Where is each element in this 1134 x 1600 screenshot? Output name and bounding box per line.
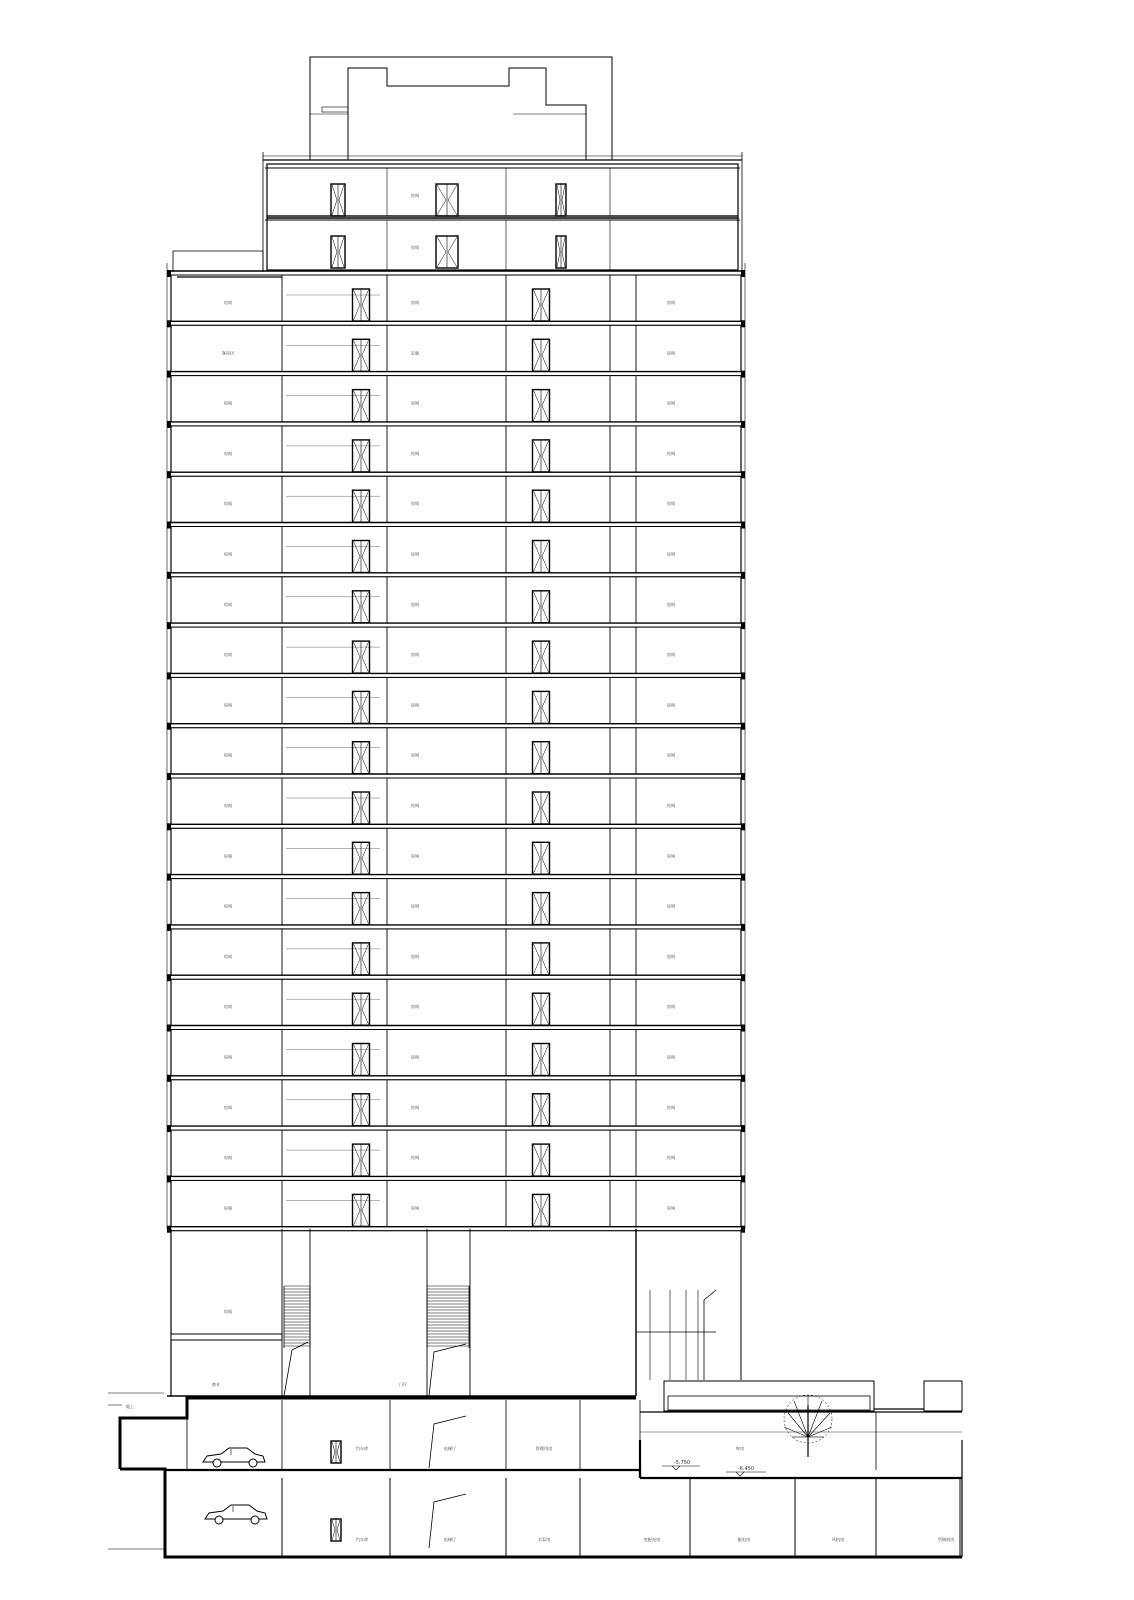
room-label: 空调机房: [937, 1537, 955, 1542]
slab-edge: [167, 471, 171, 478]
room-label: 房间: [223, 551, 233, 557]
slab-edge: [167, 572, 171, 579]
window-swing: [437, 185, 446, 215]
window-swing: [534, 592, 541, 622]
window-swing: [354, 1095, 361, 1125]
window-swing: [534, 894, 541, 924]
slab-edge: [167, 622, 171, 629]
slab-edge: [167, 320, 171, 327]
corridor-label: 房间: [410, 853, 420, 859]
window-swing: [362, 894, 369, 924]
window-swing: [362, 1145, 369, 1175]
slab-edge: [167, 1075, 171, 1082]
slab-edge: [167, 773, 171, 780]
slab-edge: [741, 471, 745, 478]
window-swing: [542, 743, 549, 773]
slab-edge: [167, 924, 171, 931]
window-swing: [354, 743, 361, 773]
room-label: 房间: [666, 1155, 676, 1161]
slab-edge: [741, 874, 745, 881]
window-swing: [339, 237, 344, 267]
room-label: 房间: [223, 1104, 233, 1110]
window-swing: [362, 743, 369, 773]
window-swing: [362, 793, 369, 823]
corridor-label: 房间: [410, 551, 420, 557]
window-swing: [534, 391, 541, 421]
slab-edge: [741, 270, 745, 277]
window-swing: [534, 994, 541, 1024]
window-swing: [534, 340, 541, 370]
window-icon: [353, 742, 370, 774]
window-swing: [362, 692, 369, 722]
window-swing: [437, 237, 446, 267]
tree-icon: [784, 1395, 832, 1457]
room-label: 商业: [211, 1382, 221, 1387]
window-swing: [542, 1145, 549, 1175]
window-icon: [533, 641, 550, 673]
room-label: 房间: [666, 1004, 676, 1010]
window-icon: [533, 893, 550, 925]
window-icon: [331, 184, 345, 216]
window-swing: [337, 1520, 340, 1540]
slab-edge: [741, 1075, 745, 1082]
window-swing: [354, 642, 361, 672]
window-swing: [542, 1045, 549, 1075]
window-swing: [354, 793, 361, 823]
room-label: 房间: [666, 752, 676, 758]
window-swing: [534, 793, 541, 823]
window-swing: [354, 592, 361, 622]
window-swing: [534, 1095, 541, 1125]
window-icon: [353, 1194, 370, 1226]
window-swing: [534, 441, 541, 471]
slab-edge: [741, 823, 745, 830]
stair-icon: [427, 1286, 469, 1348]
window-swing: [332, 185, 337, 215]
window-swing: [534, 542, 541, 572]
window-swing: [362, 1195, 369, 1225]
window-swing: [542, 1095, 549, 1125]
slab-edge: [741, 522, 745, 529]
window-icon: [353, 842, 370, 874]
window-swing: [562, 185, 565, 215]
window-swing: [534, 642, 541, 672]
window-swing: [557, 237, 560, 267]
corridor-label: 房间: [410, 1004, 420, 1010]
window-icon: [533, 1144, 550, 1176]
slab-edge: [167, 421, 171, 428]
window-swing: [362, 491, 369, 521]
slab-edge: [167, 371, 171, 378]
window-swing: [354, 994, 361, 1024]
room-label: 房间: [666, 350, 676, 356]
room-label: 汽车库: [355, 1446, 369, 1451]
window-icon: [353, 1144, 370, 1176]
car-wheel: [251, 1516, 259, 1524]
slab-edge: [741, 1175, 745, 1182]
window-swing: [542, 894, 549, 924]
slab-edge: [741, 320, 745, 327]
window-icon: [353, 541, 370, 573]
room-label: 房间: [223, 1155, 233, 1161]
slab-edge: [167, 1025, 171, 1032]
window-swing: [542, 642, 549, 672]
corridor-label: 房间: [410, 1205, 420, 1211]
window-icon: [556, 184, 566, 216]
window-swing: [362, 994, 369, 1024]
slab-edge: [741, 723, 745, 730]
corridor-label: 房间: [410, 752, 420, 758]
corridor-label: 房间: [410, 1054, 420, 1060]
corridor-label: 房间: [410, 1104, 420, 1110]
room-label: 房间: [223, 652, 233, 658]
room-label: 管理用房: [535, 1446, 553, 1451]
top-floor-outline: [267, 216, 738, 270]
window-icon: [353, 943, 370, 975]
window-icon: [353, 390, 370, 422]
elevation-mark: [736, 1472, 744, 1476]
room-label: 房间: [223, 702, 233, 708]
room-label: 房间: [223, 1309, 233, 1314]
room-label: 房间: [223, 953, 233, 959]
window-icon: [353, 641, 370, 673]
window-swing: [542, 542, 549, 572]
window-swing: [354, 894, 361, 924]
door-swing: [284, 1342, 308, 1396]
slab-edge: [741, 1025, 745, 1032]
window-icon: [533, 591, 550, 623]
basement-outer-wall: [120, 1398, 636, 1469]
slab-edge: [741, 1125, 745, 1132]
window-swing: [534, 1195, 541, 1225]
elevation-mark: [672, 1466, 680, 1470]
window-icon: [353, 993, 370, 1025]
window-icon: [533, 993, 550, 1025]
room-label: 电梯厅: [443, 1537, 457, 1542]
room-label: 房间: [223, 853, 233, 859]
window-icon: [331, 1441, 341, 1463]
window-swing: [542, 793, 549, 823]
window-swing: [534, 692, 541, 722]
basement-outer-wall: [120, 1469, 962, 1557]
window-icon: [533, 943, 550, 975]
corridor-label: 走廊: [410, 350, 420, 356]
slab-edge: [167, 672, 171, 679]
room-label: 房间: [666, 1205, 676, 1211]
room-label: 房间: [223, 1004, 233, 1010]
window-swing: [362, 290, 369, 320]
corridor-label: 房间: [410, 702, 420, 708]
slab-edge: [167, 270, 171, 277]
window-swing: [354, 692, 361, 722]
tower: [167, 263, 745, 1233]
window-swing: [337, 1442, 340, 1462]
window-icon: [533, 792, 550, 824]
tree-branch: [808, 1401, 822, 1437]
mezzanine-slab: [171, 1334, 282, 1340]
slab-edge: [741, 974, 745, 981]
window-swing: [332, 237, 337, 267]
top-floors: [263, 152, 742, 270]
corridor-label: 房间: [410, 652, 420, 658]
window-icon: [533, 842, 550, 874]
slab-edge: [741, 773, 745, 780]
corridor-label: 房间: [410, 450, 420, 456]
window-icon: [353, 893, 370, 925]
corridor-label: 房间: [410, 1155, 420, 1161]
window-swing: [354, 1195, 361, 1225]
slab-edge: [741, 421, 745, 428]
slab-edge: [741, 572, 745, 579]
window-icon: [436, 236, 458, 268]
room-label: 房间: [410, 245, 420, 250]
window-swing: [362, 944, 369, 974]
room-label: 客房区: [221, 350, 235, 356]
room-label: 房间: [666, 903, 676, 909]
window-swing: [542, 944, 549, 974]
window-swing: [354, 944, 361, 974]
window-icon: [353, 691, 370, 723]
elevation-label: -6.450: [737, 1466, 755, 1472]
window-swing: [448, 237, 457, 267]
room-label: 房间: [410, 193, 420, 198]
slab-edge: [167, 874, 171, 881]
room-label: 房间: [666, 652, 676, 658]
window-icon: [533, 1094, 550, 1126]
room-label: 变配电房: [643, 1537, 661, 1542]
window-swing: [534, 491, 541, 521]
door-swing: [429, 1344, 466, 1396]
room-label: 房间: [223, 300, 233, 305]
window-icon: [556, 236, 566, 268]
corridor-label: 房间: [410, 903, 420, 909]
corridor-label: 房间: [410, 601, 420, 607]
car-wheel: [215, 1516, 223, 1524]
window-icon: [353, 792, 370, 824]
window-icon: [436, 184, 458, 216]
roof-enclosure: [310, 57, 612, 160]
icons: [203, 184, 832, 1541]
room-label: 房间: [666, 450, 676, 456]
window-icon: [533, 289, 550, 321]
window-icon: [353, 339, 370, 371]
corridor-label: 房间: [410, 803, 420, 808]
slab-edge: [167, 723, 171, 730]
window-swing: [542, 1195, 549, 1225]
window-swing: [354, 290, 361, 320]
window-icon: [353, 490, 370, 522]
room-label: 房间: [223, 1054, 233, 1060]
door-swing: [429, 1416, 466, 1468]
window-swing: [534, 1045, 541, 1075]
room-label: 房间: [223, 400, 233, 406]
window-swing: [362, 441, 369, 471]
room-label: 房间: [666, 1054, 676, 1060]
room-label: 房间: [666, 300, 676, 305]
podium: [167, 1229, 962, 1411]
window-swing: [354, 340, 361, 370]
window-icon: [533, 490, 550, 522]
room-label: 房间: [666, 601, 676, 607]
window-swing: [354, 491, 361, 521]
window-swing: [354, 1145, 361, 1175]
room-label: 房间: [223, 803, 233, 808]
window-swing: [542, 340, 549, 370]
window-swing: [354, 1045, 361, 1075]
window-icon: [353, 440, 370, 472]
window-swing: [557, 185, 560, 215]
room-label: 电梯厅: [443, 1446, 457, 1451]
window-swing: [534, 743, 541, 773]
room-label: 房间: [223, 1205, 233, 1211]
window-swing: [354, 843, 361, 873]
ground-label: 地上: [126, 1404, 134, 1409]
window-swing: [542, 491, 549, 521]
top-floor-outline: [267, 164, 738, 216]
window-swing: [542, 592, 549, 622]
car-icon: [203, 1448, 265, 1467]
window-icon: [353, 289, 370, 321]
slab-edge: [741, 371, 745, 378]
window-icon: [533, 742, 550, 774]
car-wheel: [249, 1459, 257, 1467]
roof-structure: [173, 57, 612, 277]
slab-edge: [167, 1175, 171, 1182]
room-label: 门厅: [398, 1382, 408, 1387]
window-swing: [362, 1045, 369, 1075]
window-swing: [542, 441, 549, 471]
room-label: 房间: [223, 903, 233, 909]
roof-vent: [322, 107, 348, 112]
low-roof-outline: [173, 251, 263, 272]
window-icon: [353, 591, 370, 623]
room-label: 房间: [666, 400, 676, 406]
slab-edge: [741, 1226, 745, 1233]
room-label: 房间: [666, 853, 676, 859]
room-label: 房间: [223, 601, 233, 607]
annex-canopy: [924, 1381, 962, 1411]
room-label: 库房: [735, 1446, 745, 1451]
room-label: 配电房: [737, 1537, 751, 1542]
tree-branch: [788, 1413, 808, 1437]
room-label: 房间: [223, 752, 233, 758]
window-icon: [353, 1094, 370, 1126]
slab-edge: [167, 823, 171, 830]
window-swing: [362, 843, 369, 873]
corridor-label: 房间: [410, 953, 420, 959]
room-label: 汽车库: [355, 1537, 369, 1542]
window-swing: [362, 340, 369, 370]
tree-branch: [808, 1413, 830, 1437]
annex-roof: [668, 1396, 870, 1410]
slab-edge: [167, 522, 171, 529]
corridor-label: 房间: [410, 501, 420, 507]
corridor-label: 房间: [410, 400, 420, 406]
window-icon: [533, 1044, 550, 1076]
window-swing: [542, 692, 549, 722]
window-swing: [448, 185, 457, 215]
room-label: 房间: [666, 1104, 676, 1110]
window-swing: [362, 592, 369, 622]
room-label: 风机房: [831, 1537, 845, 1542]
tree-branch: [794, 1401, 808, 1437]
window-swing: [362, 1095, 369, 1125]
window-icon: [533, 339, 550, 371]
window-swing: [542, 290, 549, 320]
window-swing: [534, 944, 541, 974]
room-label: 房间: [666, 702, 676, 708]
room-label: 房间: [666, 501, 676, 507]
window-icon: [533, 691, 550, 723]
elevation-label: -5.750: [673, 1460, 691, 1466]
window-swing: [362, 542, 369, 572]
window-swing: [354, 542, 361, 572]
window-swing: [542, 391, 549, 421]
window-swing: [339, 185, 344, 215]
room-label: 房间: [223, 501, 233, 507]
room-label: 房间: [666, 551, 676, 557]
window-swing: [332, 1520, 335, 1540]
window-swing: [534, 843, 541, 873]
slab-edge: [167, 974, 171, 981]
window-swing: [362, 642, 369, 672]
window-swing: [332, 1442, 335, 1462]
window-swing: [562, 237, 565, 267]
stair-icon: [284, 1286, 310, 1348]
window-swing: [542, 994, 549, 1024]
slab-edge: [741, 622, 745, 629]
window-swing: [534, 1145, 541, 1175]
window-swing: [362, 391, 369, 421]
room-label: 房间: [666, 953, 676, 959]
window-icon: [533, 541, 550, 573]
window-swing: [534, 290, 541, 320]
car-icon: [205, 1505, 267, 1524]
window-icon: [331, 236, 345, 268]
window-swing: [542, 843, 549, 873]
slab-edge: [741, 672, 745, 679]
basement: [108, 1393, 962, 1557]
slab-edge: [167, 1125, 171, 1132]
room-label: 房间: [223, 450, 233, 456]
window-swing: [354, 391, 361, 421]
room-label: 水泵房: [537, 1537, 551, 1542]
window-icon: [533, 440, 550, 472]
curtain-wall-edge: [704, 1290, 716, 1380]
window-icon: [533, 1194, 550, 1226]
window-icon: [331, 1519, 341, 1541]
window-icon: [353, 1044, 370, 1076]
slab-edge: [741, 924, 745, 931]
window-swing: [354, 441, 361, 471]
window-icon: [533, 390, 550, 422]
car-wheel: [213, 1459, 221, 1467]
room-label: 房间: [666, 803, 676, 808]
corridor-label: 房间: [410, 300, 420, 305]
